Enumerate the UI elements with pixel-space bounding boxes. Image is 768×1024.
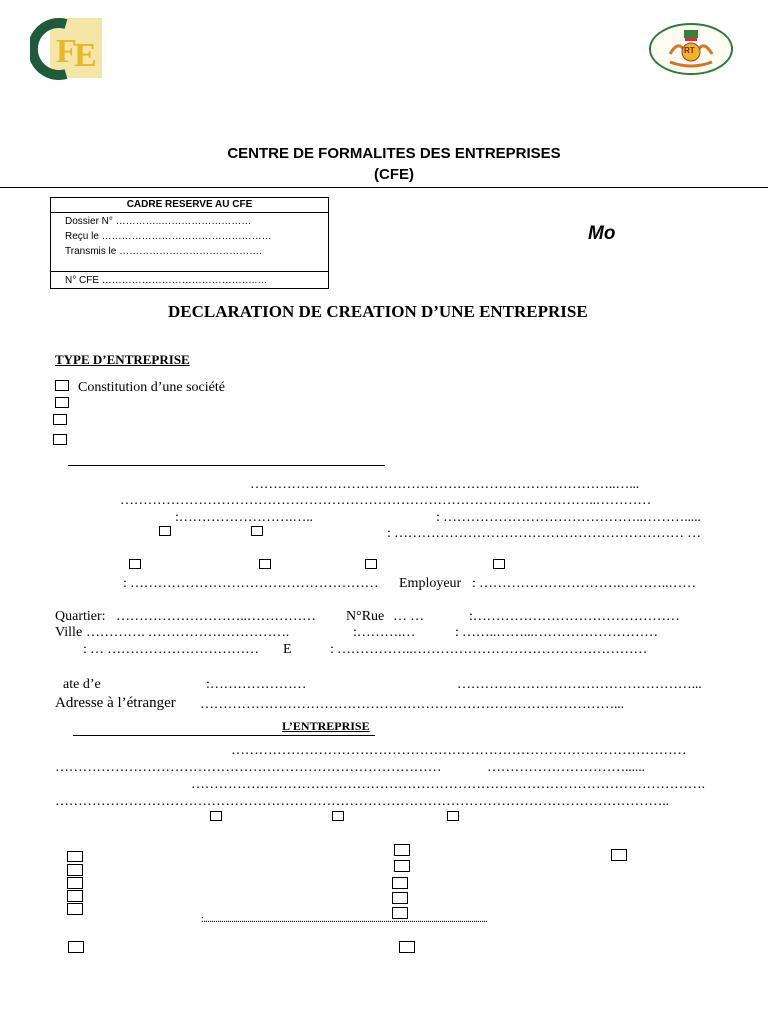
checkbox-left-3[interactable] <box>67 877 83 889</box>
field-row-4[interactable]: : ……………………………………………………… … <box>387 526 701 541</box>
checkbox-bottom-mid[interactable] <box>399 941 415 953</box>
emblem-letters: RT <box>684 46 695 55</box>
checkbox-row5-c[interactable] <box>365 559 377 569</box>
svg-text:F: F <box>56 33 77 70</box>
quartier-label: Quartier: <box>55 609 106 624</box>
entreprise-row-1[interactable]: ……………………………………………………………………………………… <box>231 743 687 758</box>
checkbox-row4-a[interactable] <box>159 526 171 536</box>
transmitted-date: Transmis le ……………………………………. <box>65 246 262 257</box>
cfe-logo <box>30 16 104 80</box>
section-type-entreprise: TYPE D’ENTREPRISE <box>55 352 190 367</box>
field-row-3b[interactable]: : ……………………………………..………..... <box>436 510 701 525</box>
ville-field[interactable]: …………. …………………………. <box>86 625 290 640</box>
field-row-9a[interactable]: : … …………………………… <box>83 642 259 657</box>
quartier-field[interactable]: ………………………..…………… <box>116 609 316 624</box>
field-row-3a[interactable]: :…………………….….. <box>175 510 313 525</box>
checkbox-left-4[interactable] <box>67 890 83 902</box>
svg-text:E: E <box>74 37 97 74</box>
received-date: Reçu le …………………………………………… <box>65 231 272 242</box>
reserved-box <box>50 197 329 289</box>
employeur-field[interactable]: : ………………………….………..…… <box>472 576 696 591</box>
checkbox-right-1[interactable] <box>611 849 627 861</box>
reserved-box-title-rule <box>51 212 328 213</box>
date-label: ate d’e <box>63 677 101 692</box>
checkbox-left-1[interactable] <box>67 851 83 862</box>
entreprise-row-4[interactable]: …………………………………………………………………………………………………………………….. <box>55 794 669 809</box>
checkbox-e-row5-c[interactable] <box>447 811 459 821</box>
employeur-label: Employeur <box>399 576 462 591</box>
checkbox-societe[interactable] <box>55 380 69 391</box>
cfe-number: N° CFE ………………………………………..… <box>65 275 268 286</box>
checkbox-bottom-left[interactable] <box>68 941 84 953</box>
field-row-1[interactable]: ……………………………………………………………………..…... <box>250 477 640 492</box>
quartier-end-field[interactable]: :……………………………………… <box>469 609 680 624</box>
checkbox-e-row5-b[interactable] <box>332 811 344 821</box>
page-subtitle: (CFE) <box>374 166 414 183</box>
section-entreprise: L’ENTREPRISE <box>282 719 370 733</box>
checkbox-e-row5-a[interactable] <box>210 811 222 821</box>
checkbox-type-2[interactable] <box>55 397 69 408</box>
date-field[interactable]: :………………… <box>206 677 307 692</box>
page-title: CENTRE DE FORMALITES DES ENTREPRISES <box>227 145 561 162</box>
checkbox-type-4[interactable] <box>53 434 67 445</box>
entreprise-row-3[interactable]: …………………………………………………………………………………………………. <box>191 777 705 792</box>
nrue-field[interactable]: … … <box>393 609 424 624</box>
checkbox-left-5[interactable] <box>67 903 83 915</box>
ville-label: Ville <box>55 625 83 640</box>
dossier-number: Dossier N° …………..……………………… <box>65 216 252 227</box>
row9-e-label: E <box>283 642 292 657</box>
checkbox-row5-d[interactable] <box>493 559 505 569</box>
checkbox-mid-3[interactable] <box>392 877 408 889</box>
header-rule <box>0 187 768 188</box>
form-title: DECLARATION DE CREATION D’UNE ENTREPRISE <box>168 302 588 321</box>
adresse-label: Adresse à l’étranger <box>55 695 176 711</box>
entreprise-divider <box>73 735 375 736</box>
label-societe: Constitution d’une société <box>78 380 225 395</box>
checkbox-type-3[interactable] <box>53 414 67 425</box>
ville-mid-field[interactable]: :……….… <box>353 625 416 640</box>
checkbox-left-2[interactable] <box>67 864 83 876</box>
entreprise-row-2a[interactable]: ………………………………………………………………………… <box>55 760 442 775</box>
reserved-box-bottom-rule <box>51 271 328 272</box>
checkbox-mid-4[interactable] <box>392 892 408 904</box>
section-divider <box>68 465 385 466</box>
checkbox-row5-a[interactable] <box>129 559 141 569</box>
mo-label: Mo <box>588 223 616 244</box>
adresse-field[interactable]: ………………………………………………………………………………... <box>200 697 624 712</box>
checkbox-row4-b[interactable] <box>251 526 263 536</box>
field-row-9b[interactable]: : ……………..…………………………………………… <box>330 642 648 657</box>
reserved-box-title: CADRE RESERVE AU CFE <box>126 199 253 210</box>
entreprise-row-2b[interactable]: …………………………...... <box>487 760 645 775</box>
checkbox-mid-1[interactable] <box>394 844 410 856</box>
entreprise-row-last[interactable]: :.............................................................................................................................................. <box>201 914 488 925</box>
field-row-2[interactable]: …………………………………………………………………………………………..………… <box>120 493 652 508</box>
checkbox-mid-2[interactable] <box>394 860 410 872</box>
ville-end-field[interactable]: : ……..……...……………………… <box>455 625 658 640</box>
checkbox-row5-b[interactable] <box>259 559 271 569</box>
field-row-6a[interactable]: : ……………………………………………… <box>123 576 379 591</box>
national-emblem <box>648 22 734 76</box>
nrue-label: N°Rue <box>346 609 385 624</box>
date-end-field[interactable]: ……………………………………………... <box>457 677 702 692</box>
